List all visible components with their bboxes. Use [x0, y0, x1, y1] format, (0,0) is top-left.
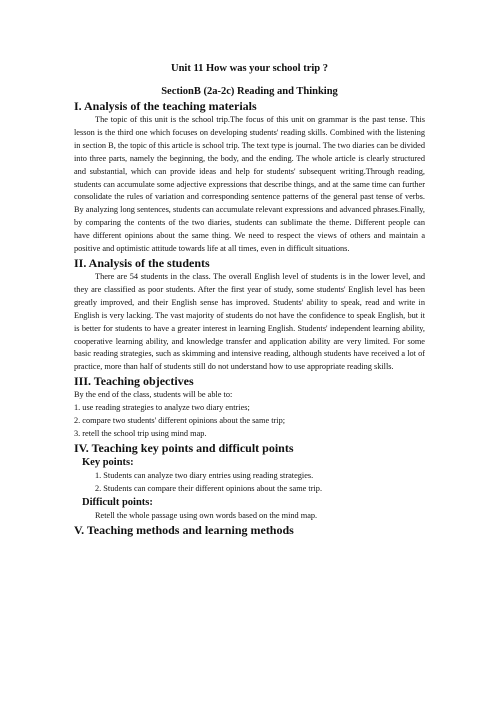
heading-key-difficult-points: IV. Teaching key points and difficult points [74, 440, 294, 455]
objective-item: 3. retell the school trip using mind map. [74, 428, 207, 438]
heading-analysis-materials: I. Analysis of the teaching materials [74, 99, 257, 113]
objectives-intro: By the end of the class, students will be able to: [74, 390, 233, 400]
key-point-item: 2. Students can compare their different opinions about the same trip. [95, 483, 323, 493]
key-point-item: 1. Students can analyze two diary entries using reading strategies. [95, 470, 314, 480]
unit-title: Unit 11 How was your school trip ? [170, 63, 329, 74]
paragraph-analysis-materials: The topic of this unit is the school trip.The focus of this unit on grammar is the past tense. This lesson is the third one which focuses on developing students' reading skills. Combined with the listening in section B, the topic of this article is school trip. The text type is journal. The two diaries can be divided into three parts, namely the beginning, the body, and the ending. The whole article is clearly structured and substantial, which can provide ideas and help for students' subsequent writing.Through reading, students can accumulate some adjective expressions that describe things, and at the same time can further consolidate the rules of variation and corresponding sentence patterns of the general past tense of verbs. By analyzing long sentences, students can accumulate relevant expressions and advanced phrases.Finally, by comparing the contents of the two diaries, students can sublimate the theme. Different people can have different opinions about the same thing. We need to respect the views of others and maintain a positive and optimistic attitude towards life at all times, even in difficult situations. [74, 115, 425, 254]
section-title: SectionB (2a-2c) Reading and Thinking [161, 86, 338, 97]
key-points-label: Key points: [82, 456, 134, 468]
heading-teaching-methods: V. Teaching methods and learning methods [74, 522, 294, 537]
objective-item: 2. compare two students' different opinions about the same trip; [74, 416, 286, 426]
document-page [74, 62, 425, 538]
heading-analysis-students: II. Analysis of the students [74, 255, 210, 270]
paragraph-analysis-students: There are 54 students in the class. The overall English level of students is in the lower level, and they are classified as poor students. After the first year of study, some students' English level has been greatly improved, and their English sense has improved. Students' ability to speak, read and write in English is very lacking. The vast majority of students do not have the confidence to speak English, but it is better for students to have a greater interest in learning English. Students' independent learning ability, cooperative learning ability, and knowledge transfer and application ability are very limited. For some basic reading strategies, such as skimming and intensive reading, although students have received a lot of practice, more than half of students still do not understand how to use appropriate reading skills. [74, 271, 425, 372]
difficult-points-label: Difficult points: [82, 496, 153, 508]
heading-teaching-objectives: III. Teaching objectives [74, 374, 194, 389]
objective-item: 1. use reading strategies to analyze two diary entries; [74, 403, 250, 413]
difficult-point-item: Retell the whole passage using own words based on the mind map. [95, 510, 318, 520]
